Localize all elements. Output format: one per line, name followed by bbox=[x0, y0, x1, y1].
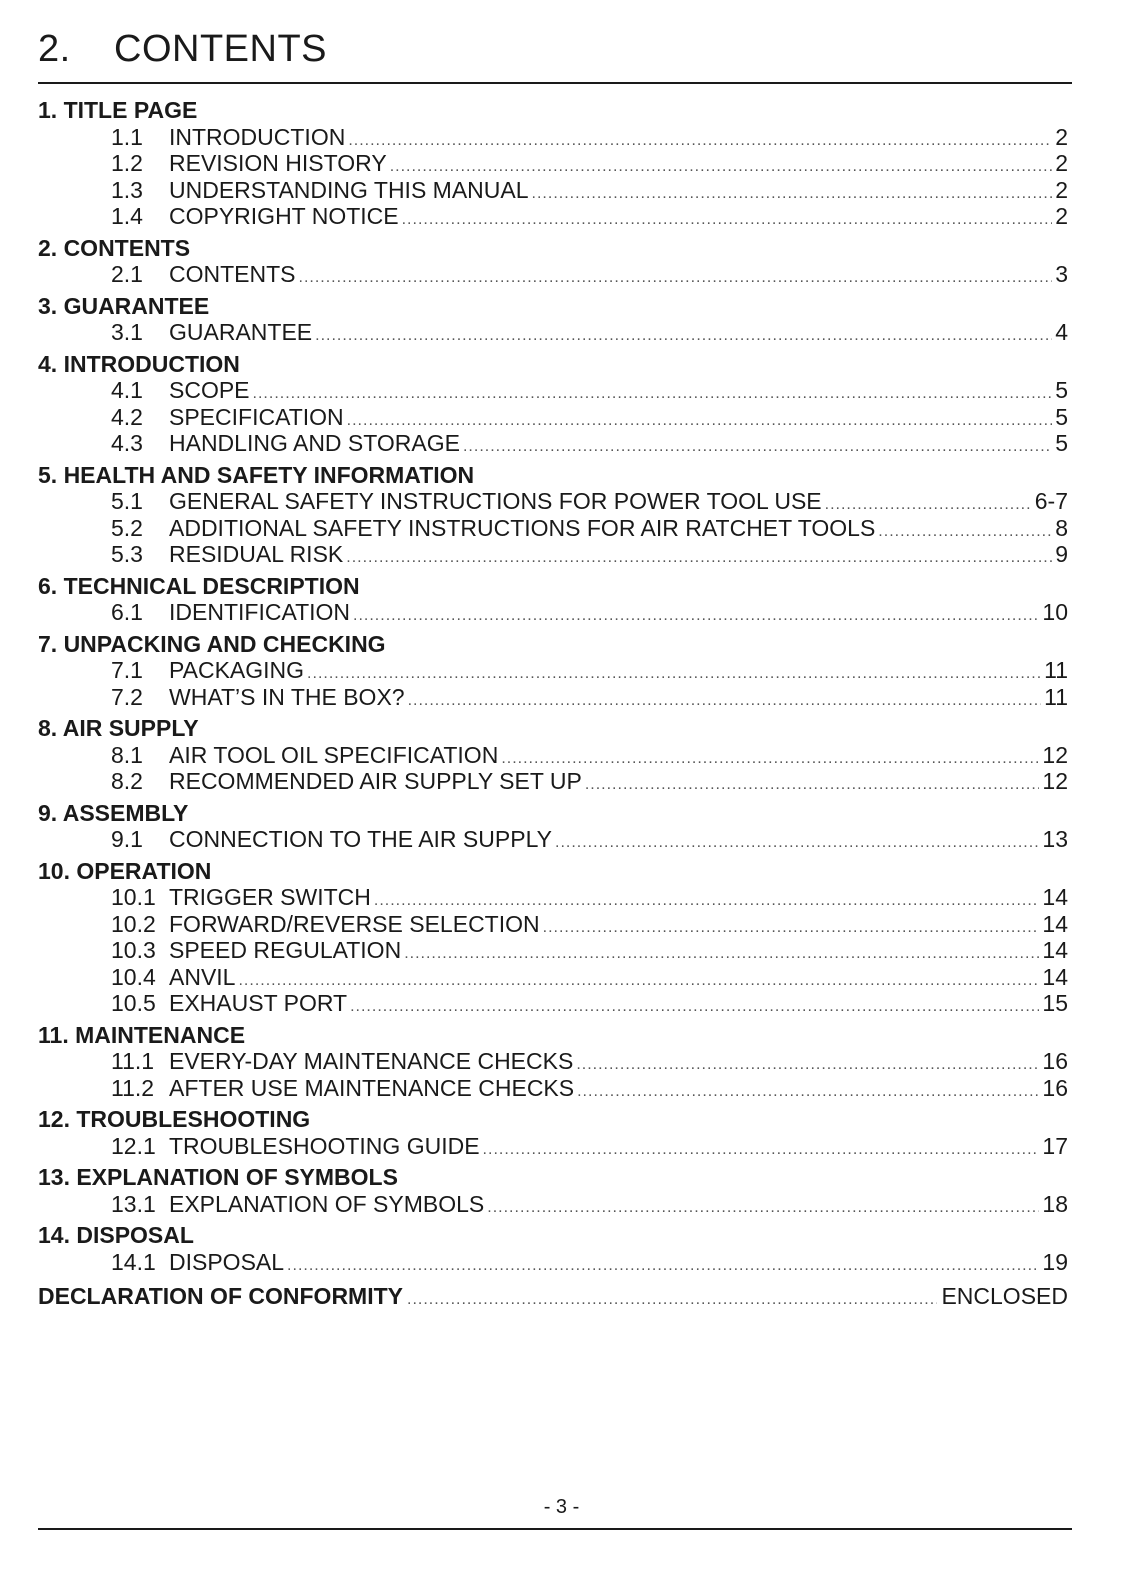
toc-entry bbox=[38, 541, 1068, 568]
toc-entry-page: 15 bbox=[1042, 990, 1068, 1016]
toc-entry bbox=[38, 1133, 1068, 1160]
toc-entry-page: 11 bbox=[1044, 683, 1068, 710]
toc-section-title: 2. CONTENTS bbox=[38, 234, 191, 261]
toc-entry bbox=[38, 377, 1068, 404]
toc-dot-leader bbox=[253, 381, 1053, 408]
toc-dot-leader bbox=[307, 661, 1041, 688]
toc-section-title: 12. TROUBLESHOOTING bbox=[38, 1106, 311, 1132]
bottom-divider bbox=[38, 1528, 1072, 1530]
toc-entry-label: HANDLING AND STORAGE bbox=[169, 430, 460, 456]
toc-dot-leader bbox=[350, 994, 1039, 1021]
toc-entry bbox=[38, 203, 1068, 230]
toc-section-title: 11. MAINTENANCE bbox=[38, 1021, 246, 1048]
toc-entry-number: 1.3 bbox=[111, 176, 143, 203]
toc-entry-number: 2.1 bbox=[111, 261, 143, 287]
toc-entry-label: FORWARD/REVERSE SELECTION bbox=[169, 910, 540, 937]
toc-entry-number: 8.1 bbox=[111, 741, 143, 768]
toc-entry-label: EXPLANATION OF SYMBOLS bbox=[169, 1190, 485, 1217]
toc-section-title: 13. EXPLANATION OF SYMBOLS bbox=[38, 1164, 398, 1190]
toc-entry-label: GUARANTEE bbox=[169, 319, 313, 345]
page-title bbox=[38, 28, 327, 71]
toc-section-title: 7. UNPACKING AND CHECKING bbox=[38, 630, 386, 657]
toc-entry-page: 18 bbox=[1042, 1190, 1068, 1217]
toc-dot-leader bbox=[287, 1253, 1039, 1280]
toc-entry bbox=[38, 319, 1068, 346]
toc-entry bbox=[38, 1075, 1068, 1102]
toc-entry-page: 16 bbox=[1042, 1048, 1068, 1074]
toc-entry bbox=[38, 150, 1068, 177]
toc-dot-leader bbox=[299, 265, 1053, 292]
toc-entry-page: 5 bbox=[1055, 430, 1068, 456]
toc-entry-page: 3 bbox=[1055, 261, 1068, 287]
toc-entry-number: 10.1 bbox=[111, 884, 156, 910]
toc-entry-number: 7.2 bbox=[111, 683, 143, 710]
toc-section-title: 1. TITLE PAGE bbox=[38, 97, 198, 123]
toc-dot-leader bbox=[408, 688, 1042, 715]
toc-entry-number: 3.1 bbox=[111, 319, 143, 345]
toc-dot-leader bbox=[402, 207, 1053, 234]
toc-entry bbox=[38, 599, 1068, 626]
toc-entry bbox=[38, 261, 1068, 288]
toc-section-title: 5. HEALTH AND SAFETY INFORMATION bbox=[38, 461, 475, 488]
toc-entry bbox=[38, 684, 1068, 711]
toc-entry-number: 1.2 bbox=[111, 150, 143, 176]
toc-entry-page: 11 bbox=[1044, 657, 1068, 683]
toc-dot-leader bbox=[543, 915, 1040, 942]
toc-entry bbox=[38, 488, 1068, 515]
toc-dot-leader bbox=[576, 1052, 1039, 1079]
toc-entry-number: 4.2 bbox=[111, 403, 143, 430]
toc-dot-leader bbox=[487, 1195, 1039, 1222]
toc-declaration-page: ENCLOSED bbox=[941, 1283, 1068, 1309]
toc-dot-leader bbox=[348, 128, 1052, 155]
toc-entry-number: 12.1 bbox=[111, 1132, 156, 1159]
toc-entry bbox=[38, 1048, 1068, 1075]
toc-entry-number: 4.3 bbox=[111, 430, 143, 456]
toc-entry-label: UNDERSTANDING THIS MANUAL bbox=[169, 176, 529, 203]
toc-entry-number: 9.1 bbox=[111, 826, 143, 852]
toc-section-title: 6. TECHNICAL DESCRIPTION bbox=[38, 572, 360, 599]
toc-dot-leader bbox=[501, 746, 1039, 773]
toc-dot-leader bbox=[878, 519, 1052, 546]
toc-section-title: 3. GUARANTEE bbox=[38, 292, 210, 319]
toc-dot-leader bbox=[346, 545, 1052, 572]
toc-entry-number: 6.1 bbox=[111, 599, 143, 625]
toc-dot-leader bbox=[532, 181, 1053, 208]
toc-entry-number: 14.1 bbox=[111, 1248, 156, 1275]
toc-entry-page: 2 bbox=[1055, 176, 1068, 203]
toc-entry bbox=[38, 990, 1068, 1017]
footer-page-number: - 3 - bbox=[543, 1496, 580, 1518]
toc-dot-leader bbox=[483, 1137, 1040, 1164]
top-divider bbox=[38, 82, 1072, 84]
toc-entry-label: GENERAL SAFETY INSTRUCTIONS FOR POWER TOOL USE bbox=[169, 488, 822, 514]
toc-entry-label: WHAT’S IN THE BOX? bbox=[169, 683, 405, 710]
toc-entry bbox=[38, 430, 1068, 457]
toc-dot-leader bbox=[555, 830, 1039, 857]
toc-entry-number: 5.1 bbox=[111, 488, 143, 514]
toc-entry bbox=[38, 657, 1068, 684]
toc-entry-number: 10.3 bbox=[111, 937, 156, 963]
toc-entry-page: 14 bbox=[1042, 937, 1068, 963]
toc-entry-label: AFTER USE MAINTENANCE CHECKS bbox=[169, 1074, 575, 1101]
page-title-text: CONTENTS bbox=[114, 28, 327, 70]
toc-entry bbox=[38, 964, 1068, 991]
toc-section-title: 10. OPERATION bbox=[38, 857, 212, 884]
toc-entry-page: 6-7 bbox=[1034, 488, 1068, 514]
toc-entry bbox=[38, 1191, 1068, 1218]
toc-entry-label: SPEED REGULATION bbox=[169, 937, 402, 963]
toc-entry-label: IDENTIFICATION bbox=[169, 599, 351, 625]
toc-entry-label: COPYRIGHT NOTICE bbox=[169, 203, 399, 229]
toc-section-title: 9. ASSEMBLY bbox=[38, 799, 189, 826]
toc-entry-number: 10.4 bbox=[111, 963, 156, 990]
toc-entry-label: INTRODUCTION bbox=[169, 123, 346, 150]
toc-entry bbox=[38, 884, 1068, 911]
toc-entry-number: 13.1 bbox=[111, 1190, 156, 1217]
toc-entry bbox=[38, 515, 1068, 542]
toc-entry-label: ANVIL bbox=[169, 963, 236, 990]
toc-entry-label: RESIDUAL RISK bbox=[169, 541, 344, 567]
table-of-contents bbox=[38, 97, 1068, 1310]
toc-entry-page: 14 bbox=[1042, 910, 1068, 937]
toc-entry-label: EVERY-DAY MAINTENANCE CHECKS bbox=[169, 1048, 574, 1074]
toc-entry-number: 1.4 bbox=[111, 203, 143, 229]
toc-dot-leader bbox=[585, 772, 1040, 799]
toc-entry bbox=[38, 911, 1068, 938]
toc-section-title: 8. AIR SUPPLY bbox=[38, 715, 199, 741]
toc-entry-number: 10.2 bbox=[111, 910, 156, 937]
toc-entry-label: EXHAUST PORT bbox=[169, 990, 348, 1016]
toc-entry bbox=[38, 826, 1068, 853]
toc-entry-page: 17 bbox=[1042, 1132, 1068, 1159]
toc-entry bbox=[38, 404, 1068, 431]
toc-entry-number: 5.3 bbox=[111, 541, 143, 567]
toc-entry-number: 10.5 bbox=[111, 990, 156, 1016]
toc-entry-page: 12 bbox=[1042, 768, 1068, 794]
toc-declaration-label: DECLARATION OF CONFORMITY bbox=[38, 1283, 403, 1309]
toc-declaration-entry bbox=[38, 1283, 1068, 1310]
toc-entry bbox=[38, 937, 1068, 964]
toc-entry-label: DISPOSAL bbox=[169, 1248, 285, 1275]
toc-dot-leader bbox=[315, 323, 1052, 350]
toc-entry-label: AIR TOOL OIL SPECIFICATION bbox=[169, 741, 499, 768]
toc-entry-label: SPECIFICATION bbox=[169, 403, 344, 430]
toc-entry-label: TRIGGER SWITCH bbox=[169, 884, 371, 910]
toc-section-title: 4. INTRODUCTION bbox=[38, 350, 240, 377]
toc-entry-page: 14 bbox=[1042, 963, 1068, 990]
toc-dot-leader bbox=[577, 1079, 1039, 1106]
toc-dot-leader bbox=[463, 434, 1052, 461]
toc-section-title: 14. DISPOSAL bbox=[38, 1222, 194, 1248]
toc-entry bbox=[38, 177, 1068, 204]
toc-entry-label: CONTENTS bbox=[169, 261, 296, 287]
toc-entry-page: 10 bbox=[1042, 599, 1068, 625]
toc-entry bbox=[38, 742, 1068, 769]
toc-entry-label: ADDITIONAL SAFETY INSTRUCTIONS FOR AIR RATCHET TOOLS bbox=[169, 514, 876, 541]
toc-entry-page: 8 bbox=[1055, 514, 1068, 541]
toc-entry-number: 7.1 bbox=[111, 657, 143, 683]
toc-entry-label: RECOMMENDED AIR SUPPLY SET UP bbox=[169, 768, 582, 794]
toc-entry-page: 5 bbox=[1055, 377, 1068, 403]
toc-entry bbox=[38, 768, 1068, 795]
toc-entry-label: REVISION HISTORY bbox=[169, 150, 387, 176]
toc-entry-page: 2 bbox=[1055, 150, 1068, 176]
toc-entry-number: 8.2 bbox=[111, 768, 143, 794]
toc-entry-number: 11.2 bbox=[111, 1074, 155, 1101]
toc-entry-page: 2 bbox=[1055, 203, 1068, 229]
toc-entry-page: 16 bbox=[1042, 1074, 1068, 1101]
toc-entry-number: 4.1 bbox=[111, 377, 143, 403]
page-title-number: 2. bbox=[38, 28, 71, 70]
toc-dot-leader bbox=[238, 968, 1039, 995]
toc-entry-label: SCOPE bbox=[169, 377, 250, 403]
toc-entry bbox=[38, 124, 1068, 151]
toc-dot-leader bbox=[353, 603, 1039, 630]
toc-entry-number: 1.1 bbox=[111, 123, 143, 150]
toc-entry-label: TROUBLESHOOTING GUIDE bbox=[169, 1132, 480, 1159]
toc-entry bbox=[38, 1249, 1068, 1276]
toc-dot-leader bbox=[404, 941, 1039, 968]
toc-entry-number: 11.1 bbox=[111, 1048, 155, 1074]
toc-entry-page: 13 bbox=[1042, 826, 1068, 852]
toc-entry-label: CONNECTION TO THE AIR SUPPLY bbox=[169, 826, 552, 852]
toc-entry-page: 14 bbox=[1042, 884, 1068, 910]
toc-dot-leader bbox=[407, 1287, 937, 1314]
toc-entry-page: 2 bbox=[1055, 123, 1068, 150]
toc-entry-page: 5 bbox=[1055, 403, 1068, 430]
toc-entry-number: 5.2 bbox=[111, 514, 143, 541]
toc-entry-page: 4 bbox=[1055, 319, 1068, 345]
toc-entry-page: 19 bbox=[1042, 1248, 1068, 1275]
toc-entry-page: 9 bbox=[1055, 541, 1068, 567]
toc-entry-page: 12 bbox=[1042, 741, 1068, 768]
toc-entry-label: PACKAGING bbox=[169, 657, 305, 683]
